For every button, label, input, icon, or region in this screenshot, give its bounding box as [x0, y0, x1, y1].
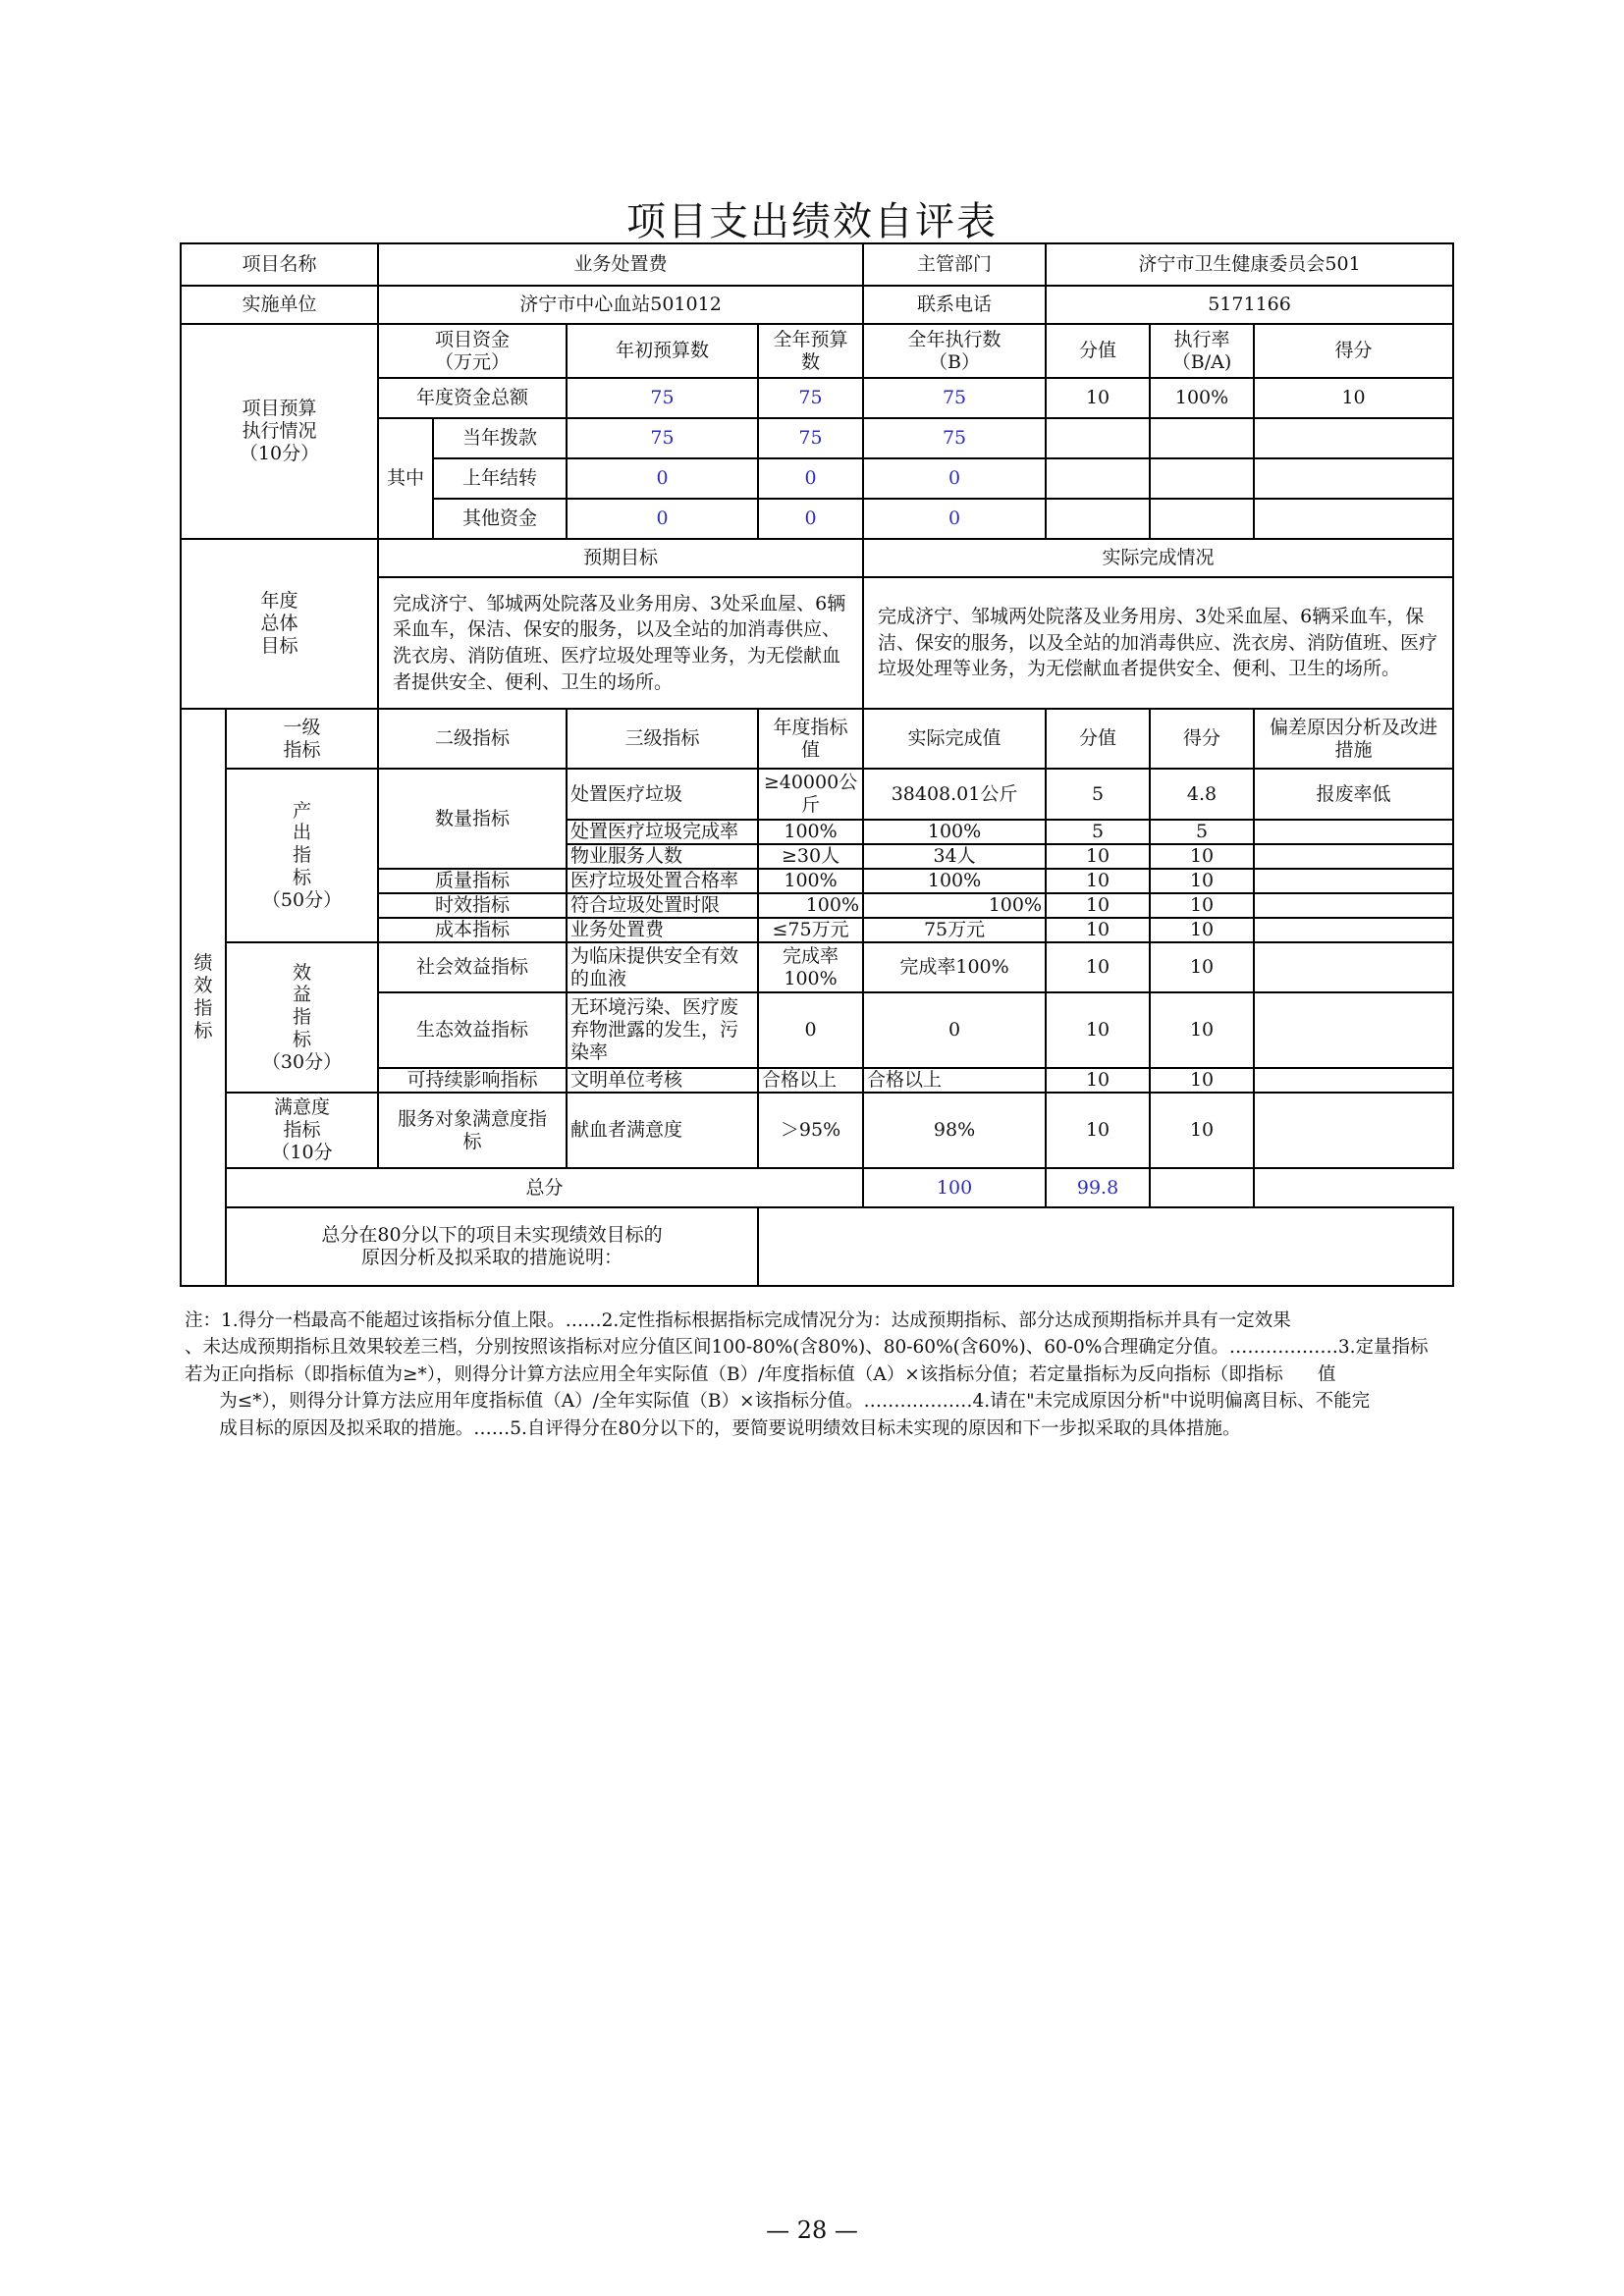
expected-goal-text: 完成济宁、邹城两处院落及业务用房、3处采血屋、6辆采血车，保洁、保安的服务，以及全站的加消毒供应、洗衣房、消防值班、医疗垃圾处理等业务，为无偿献血者提供安全、便利、卫生的场所。 — [378, 577, 863, 709]
indicator-target: ＞95% — [758, 1093, 863, 1168]
indicator-score: 10 — [1150, 992, 1254, 1068]
satisfaction-indicator-label: 满意度 指标 （10分 — [226, 1093, 378, 1168]
indicator-score-value: 10 — [1046, 1068, 1150, 1093]
total-score: 99.8 — [1046, 1168, 1150, 1207]
budget-total-initial: 75 — [567, 378, 758, 418]
empty-cell — [1254, 458, 1453, 499]
indicator-target: 完成率 100% — [758, 942, 863, 992]
empty-cell — [1254, 499, 1453, 539]
actual-goal-text: 完成济宁、邹城两处院落及业务用房、3处采血屋、6辆采血车，保洁、保安的服务，以及全站的加消毒供应、洗衣房、消防值班、医疗垃圾处理等业务，为无偿献血者提供安全、便利、卫生的场所。 — [863, 577, 1453, 709]
budget-header-annual: 全年预算 数 — [758, 324, 863, 378]
budget-sub-label: 当年拨款 — [433, 418, 567, 458]
eco-benefit-label: 生态效益指标 — [378, 992, 567, 1068]
unit-value: 济宁市中心血站501012 — [378, 286, 863, 324]
page-number: — 28 — — [766, 2216, 858, 2244]
budget-sub-label: 上年结转 — [433, 458, 567, 499]
budget-sub-annual: 0 — [758, 499, 863, 539]
self-evaluation-table — [180, 242, 1454, 1287]
indicator-score: 10 — [1150, 869, 1254, 893]
indicator-header-l1: 一级 指标 — [226, 709, 378, 769]
indicator-score: 10 — [1150, 893, 1254, 918]
indicator-score-value: 5 — [1046, 820, 1150, 844]
indicator-target: 合格以上 — [758, 1068, 863, 1093]
phone-value: 5171166 — [1046, 286, 1453, 324]
empty-cell — [1150, 418, 1254, 458]
phone-label: 联系电话 — [863, 286, 1046, 324]
indicator-reason — [1254, 918, 1453, 942]
indicator-score: 10 — [1150, 844, 1254, 869]
empty-cell — [1046, 418, 1150, 458]
budget-total-score-value: 10 — [1046, 378, 1150, 418]
indicator-target: 0 — [758, 992, 863, 1068]
unit-label: 实施单位 — [181, 286, 378, 324]
indicator-target: ≥30人 — [758, 844, 863, 869]
indicator-actual: 100% — [863, 869, 1046, 893]
dept-value: 济宁市卫生健康委员会501 — [1046, 243, 1453, 286]
below-80-label: 总分在80分以下的项目未实现绩效目标的 原因分析及拟采取的措施说明： — [226, 1207, 758, 1286]
indicator-l3: 业务处置费 — [567, 918, 758, 942]
indicator-score: 5 — [1150, 820, 1254, 844]
indicator-reason: 报废率低 — [1254, 769, 1453, 820]
indicator-actual: 98% — [863, 1093, 1046, 1168]
empty-cell — [1150, 499, 1254, 539]
indicator-target: 100% — [758, 893, 863, 918]
indicator-actual: 100% — [863, 893, 1046, 918]
indicator-actual: 34人 — [863, 844, 1046, 869]
indicator-l3: 无环境污染、医疗废 弃物泄露的发生，污 染率 — [567, 992, 758, 1068]
budget-header-funds: 项目资金 （万元） — [378, 324, 567, 378]
social-benefit-label: 社会效益指标 — [378, 942, 567, 992]
of-which-label: 其中 — [378, 418, 433, 539]
indicator-reason — [1254, 893, 1453, 918]
budget-sub-executed: 75 — [863, 418, 1046, 458]
empty-cell — [1150, 1168, 1254, 1207]
indicator-l3: 符合垃圾处置时限 — [567, 893, 758, 918]
expected-goal-header: 预期目标 — [378, 539, 863, 577]
indicator-l3: 处置医疗垃圾完成率 — [567, 820, 758, 844]
project-name-value: 业务处置费 — [378, 243, 863, 286]
indicator-score-value: 5 — [1046, 769, 1150, 820]
empty-cell — [1046, 499, 1150, 539]
indicator-score: 10 — [1150, 918, 1254, 942]
indicator-reason — [1254, 1093, 1453, 1168]
budget-header-initial: 年初预算数 — [567, 324, 758, 378]
indicator-score-value: 10 — [1046, 918, 1150, 942]
indicator-actual: 75万元 — [863, 918, 1046, 942]
total-label: 总分 — [226, 1168, 863, 1207]
footnotes: 注：1.得分一档最高不能超过该指标分值上限。……2.定性指标根据指标完成情况分为：达成预期指标、部分达成预期指标并具有一定效果 、未达成预期指标且效果较差三档，分别按照该指标对应分值区间100-80%(含80%)、80-60%(含60%)、60-0%合理确定分值。………………3.定量指标 若为正向指标（即指标值为≥*），则得分计算方法应用全年实际值（B）/年度指标值（A）×该指标分值；若定量指标为反向指标（即指标 值 为≤*），则得分计算方法应用年度指标值（A）/全年实际值（B）×该指标分值。………………4.请在"未完成原因分析"中说明偏离目标、不能完 成目标的原因及拟采取的措施。……5.自评得分在80分以下的，要简要说明绩效目标未实现的原因和下一步拟采取的具体措施。 — [185, 1310, 1429, 1439]
indicator-score-value: 10 — [1046, 844, 1150, 869]
indicator-header-score-value: 分值 — [1046, 709, 1150, 769]
indicator-reason — [1254, 820, 1453, 844]
quality-indicator-label: 质量指标 — [378, 869, 567, 893]
budget-total-executed: 75 — [863, 378, 1046, 418]
indicator-score-value: 10 — [1046, 869, 1150, 893]
budget-header-score-value: 分值 — [1046, 324, 1150, 378]
budget-header-executed: 全年执行数 （B） — [863, 324, 1046, 378]
indicator-target: ≥40000公 斤 — [758, 769, 863, 820]
indicator-reason — [1254, 844, 1453, 869]
indicator-l3: 为临床提供安全有效 的血液 — [567, 942, 758, 992]
indicator-actual: 100% — [863, 820, 1046, 844]
budget-total-annual: 75 — [758, 378, 863, 418]
empty-cell — [1254, 418, 1453, 458]
dept-label: 主管部门 — [863, 243, 1046, 286]
indicators-section-label: 绩 效 指 标 — [181, 709, 226, 1286]
budget-sub-initial: 0 — [567, 458, 758, 499]
output-indicator-label: 产 出 指 标 （50分） — [226, 769, 378, 942]
budget-sub-annual: 75 — [758, 418, 863, 458]
budget-header-rate: 执行率 （B/A) — [1150, 324, 1254, 378]
indicator-l3: 物业服务人数 — [567, 844, 758, 869]
indicator-header-l2: 二级指标 — [378, 709, 567, 769]
indicator-reason — [1254, 1068, 1453, 1093]
budget-sub-initial: 75 — [567, 418, 758, 458]
budget-sub-executed: 0 — [863, 499, 1046, 539]
timeliness-indicator-label: 时效指标 — [378, 893, 567, 918]
indicator-l3: 处置医疗垃圾 — [567, 769, 758, 820]
indicator-actual: 0 — [863, 992, 1046, 1068]
budget-sub-annual: 0 — [758, 458, 863, 499]
budget-sub-label: 其他资金 — [433, 499, 567, 539]
indicator-header-reason: 偏差原因分析及改进 措施 — [1254, 709, 1453, 769]
indicator-l3: 献血者满意度 — [567, 1093, 758, 1168]
budget-total-rate: 100% — [1150, 378, 1254, 418]
indicator-score: 10 — [1150, 942, 1254, 992]
indicator-reason — [1254, 942, 1453, 992]
indicator-reason — [1254, 992, 1453, 1068]
indicator-score-value: 10 — [1046, 992, 1150, 1068]
indicator-header-score: 得分 — [1150, 709, 1254, 769]
service-satisfaction-label: 服务对象满意度指 标 — [378, 1093, 567, 1168]
indicator-target: 100% — [758, 820, 863, 844]
budget-sub-executed: 0 — [863, 458, 1046, 499]
indicator-score: 10 — [1150, 1093, 1254, 1168]
project-name-label: 项目名称 — [181, 243, 378, 286]
indicator-score-value: 10 — [1046, 1093, 1150, 1168]
indicator-target: ≤75万元 — [758, 918, 863, 942]
indicator-l3: 医疗垃圾处置合格率 — [567, 869, 758, 893]
indicator-actual: 合格以上 — [863, 1068, 1046, 1093]
goals-section-label: 年度 总体 目标 — [181, 539, 378, 709]
indicator-score: 4.8 — [1150, 769, 1254, 820]
budget-section-label: 项目预算 执行情况 （10分） — [181, 324, 378, 539]
page-title: 项目支出绩效自评表 — [626, 199, 998, 244]
indicator-header-l3: 三级指标 — [567, 709, 758, 769]
total-value: 100 — [863, 1168, 1046, 1207]
indicator-header-target: 年度指标 值 — [758, 709, 863, 769]
sustain-benefit-label: 可持续影响指标 — [378, 1068, 567, 1093]
budget-sub-initial: 0 — [567, 499, 758, 539]
benefit-indicator-label: 效 益 指 标 （30分） — [226, 942, 378, 1093]
indicator-target: 100% — [758, 869, 863, 893]
empty-cell — [1046, 458, 1150, 499]
indicator-score-value: 10 — [1046, 942, 1150, 992]
indicator-header-actual: 实际完成值 — [863, 709, 1046, 769]
indicator-score: 10 — [1150, 1068, 1254, 1093]
budget-total-label: 年度资金总额 — [378, 378, 567, 418]
indicator-actual: 38408.01公斤 — [863, 769, 1046, 820]
cost-indicator-label: 成本指标 — [378, 918, 567, 942]
actual-goal-header: 实际完成情况 — [863, 539, 1453, 577]
below-80-value — [758, 1207, 1453, 1286]
indicator-l3: 文明单位考核 — [567, 1068, 758, 1093]
empty-cell — [1150, 458, 1254, 499]
indicator-score-value: 10 — [1046, 893, 1150, 918]
quantity-indicator-label: 数量指标 — [378, 769, 567, 869]
indicator-actual: 完成率100% — [863, 942, 1046, 992]
budget-header-score: 得分 — [1254, 324, 1453, 378]
budget-total-score: 10 — [1254, 378, 1453, 418]
indicator-reason — [1254, 869, 1453, 893]
